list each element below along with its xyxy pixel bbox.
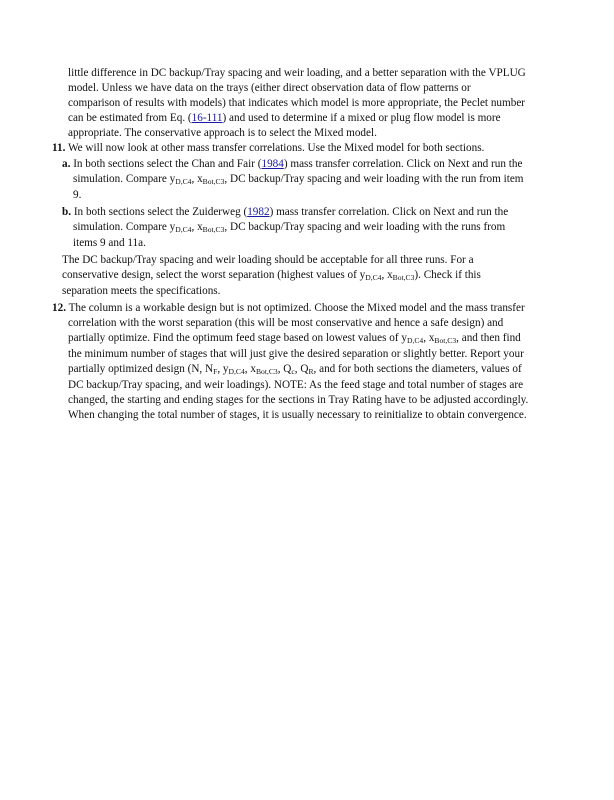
text-span: , Q (277, 363, 292, 375)
subscript: D,C4 (365, 273, 382, 282)
text-line: the minimum number of stages that will just give the desired separation or slightly better. Report your (68, 348, 524, 360)
text-line: items 9 and 11a. (73, 237, 146, 249)
note-line: The DC backup/Tray spacing and weir loading should be acceptable for all three runs. For a (62, 254, 474, 266)
text-span: , x (244, 363, 256, 375)
text-span: ). Check if this (414, 269, 481, 281)
text-line (68, 362, 522, 377)
subscript: c (291, 367, 295, 376)
text-span: simulation. Compare y (73, 173, 176, 185)
sub-item-b (62, 205, 508, 220)
sub-item-label: b. (62, 206, 72, 218)
text-line: appropriate. The conservative approach is to select the Mixed model. (68, 127, 377, 139)
text-span: ) mass transfer correlation. Click on Next and run the (269, 206, 509, 218)
text-span: ) and used to determine if a mixed or plug flow model is more (222, 112, 501, 124)
text-line (68, 331, 521, 346)
text-line: little difference in DC backup/Tray spacing and weir loading, and a better separation with the VPLUG (68, 67, 526, 79)
note-line: separation meets the specifications. (62, 285, 221, 297)
list-item-text (52, 141, 484, 156)
text-span: , Q (294, 363, 309, 375)
subscript: D,C4 (175, 225, 192, 234)
text-span: , and then find (456, 332, 521, 344)
text-span: partially optimize. Find the optimum feed stage based on lowest values of y (68, 332, 407, 344)
subscript: F (213, 367, 218, 376)
subscript: D,C4 (175, 177, 192, 186)
text-span: In both sections select the Zuiderweg ( (73, 206, 248, 218)
text-span: In both sections select the Chan and Fair ( (73, 158, 262, 170)
subscript: Bot,C3 (434, 336, 457, 345)
text-line (73, 172, 524, 187)
text-line: comparison of results with models) that indicates which model is more appropriate, the Peclet number (68, 97, 526, 109)
text-span: conservative design, select the worst separation (highest values of y (62, 269, 366, 281)
item-number: 11. (52, 142, 66, 154)
subscript: R (308, 367, 314, 376)
text-span: can be estimated from Eq. ( (68, 112, 192, 124)
subscript: Bot,C3 (202, 225, 225, 234)
subscript: D,C4 (406, 336, 424, 345)
subscript: Bot,C3 (392, 273, 415, 282)
subscript: Bot,C3 (255, 367, 278, 376)
text-span: ) mass transfer correlation. Click on Next and run the (283, 158, 523, 170)
text-span: The column is a workable design but is not optimized. Choose the Mixed model and the mass transfer (68, 302, 525, 314)
text-line (73, 220, 505, 235)
subscript: D,C4 (228, 367, 245, 376)
text-span: , y (217, 363, 229, 375)
subscript: Bot,C3 (202, 177, 225, 186)
equation-reference-link[interactable]: 16-111 (191, 112, 223, 124)
text-line: correlation with the worst separation (this will be most conservative and hence a safe design) and (68, 317, 504, 329)
text-span: simulation. Compare y (73, 221, 176, 233)
sub-item-a (62, 157, 522, 172)
text-span: , x (191, 173, 203, 185)
text-span: , DC backup/Tray spacing and weir loading with the run from item (224, 173, 524, 185)
text-line: model. Unless we have data on the trays (either direct observation data of flow patterns or (68, 82, 471, 94)
text-line (68, 111, 501, 126)
text-span: , x (423, 332, 435, 344)
text-span: , x (191, 221, 203, 233)
citation-link-1984[interactable]: 1984 (261, 158, 284, 170)
text-span: , and for both sections the diameters, values of (313, 363, 522, 375)
text-span: partially optimized design (N, N (68, 363, 214, 375)
note-line (62, 268, 481, 283)
sub-item-label: a. (62, 158, 71, 170)
text-line: DC backup/Tray spacing, and weir loadings). NOTE: As the feed stage and total number of stages are (68, 379, 524, 391)
text-line: 9. (73, 189, 82, 201)
text-span: We will now look at other mass transfer correlations. Use the Mixed model for both sections. (67, 142, 485, 154)
text-line: When changing the total number of stages, it is usually necessary to reinitialize to obtain convergence. (68, 409, 527, 421)
text-span: , x (381, 269, 393, 281)
list-item-text (52, 301, 525, 316)
text-line: changed, the starting and ending stages for the sections in Tray Rating have to be adjusted accordingly. (68, 394, 529, 406)
text-span: , DC backup/Tray spacing and weir loading with the runs from (224, 221, 506, 233)
citation-link-1982[interactable]: 1982 (247, 206, 270, 218)
item-number: 12. (52, 302, 66, 314)
